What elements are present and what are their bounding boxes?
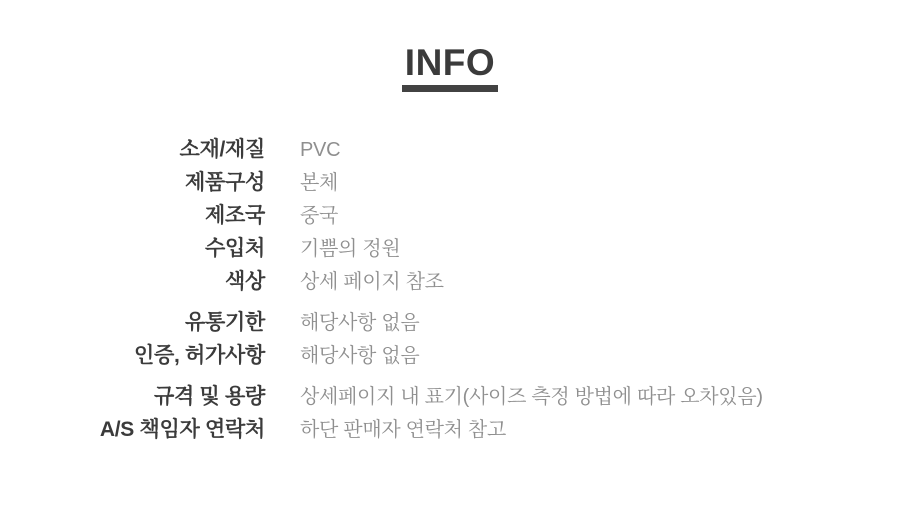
title-wrap: [0, 0, 900, 92]
info-value: 상세페이지 내 표기(사이즈 측정 방법에 따라 오차있음): [300, 386, 763, 408]
info-value: 본체: [300, 172, 339, 194]
info-table: [0, 133, 900, 446]
info-row: [0, 265, 900, 298]
info-row: [0, 133, 900, 166]
info-label: 규격 및 용량: [154, 385, 265, 408]
info-label: A/S 책임자 연락처: [99, 418, 265, 441]
info-label: 수입처: [205, 237, 265, 260]
info-label: 색상: [225, 270, 265, 293]
info-row: [0, 166, 900, 199]
info-value: PVC: [300, 139, 341, 161]
info-value: 해당사항 없음: [300, 345, 420, 367]
info-row: [0, 306, 900, 339]
info-label: 인증, 허가사항: [134, 344, 265, 367]
info-value: 기쁨의 정원: [300, 238, 401, 260]
info-row: [0, 380, 900, 413]
info-label: 제품구성: [185, 171, 265, 194]
info-row: [0, 413, 900, 446]
info-label: 소재/재질: [179, 138, 265, 161]
info-row: [0, 232, 900, 265]
info-value: 중국: [300, 205, 339, 227]
info-label: 제조국: [205, 204, 265, 227]
page-title: INFO: [402, 44, 498, 92]
info-row: [0, 199, 900, 232]
info-value: 해당사항 없음: [300, 312, 420, 334]
info-label: 유통기한: [185, 311, 265, 334]
info-value: 상세 페이지 참조: [300, 271, 444, 293]
info-row: [0, 339, 900, 372]
info-value: 하단 판매자 연락처 참고: [300, 419, 506, 441]
